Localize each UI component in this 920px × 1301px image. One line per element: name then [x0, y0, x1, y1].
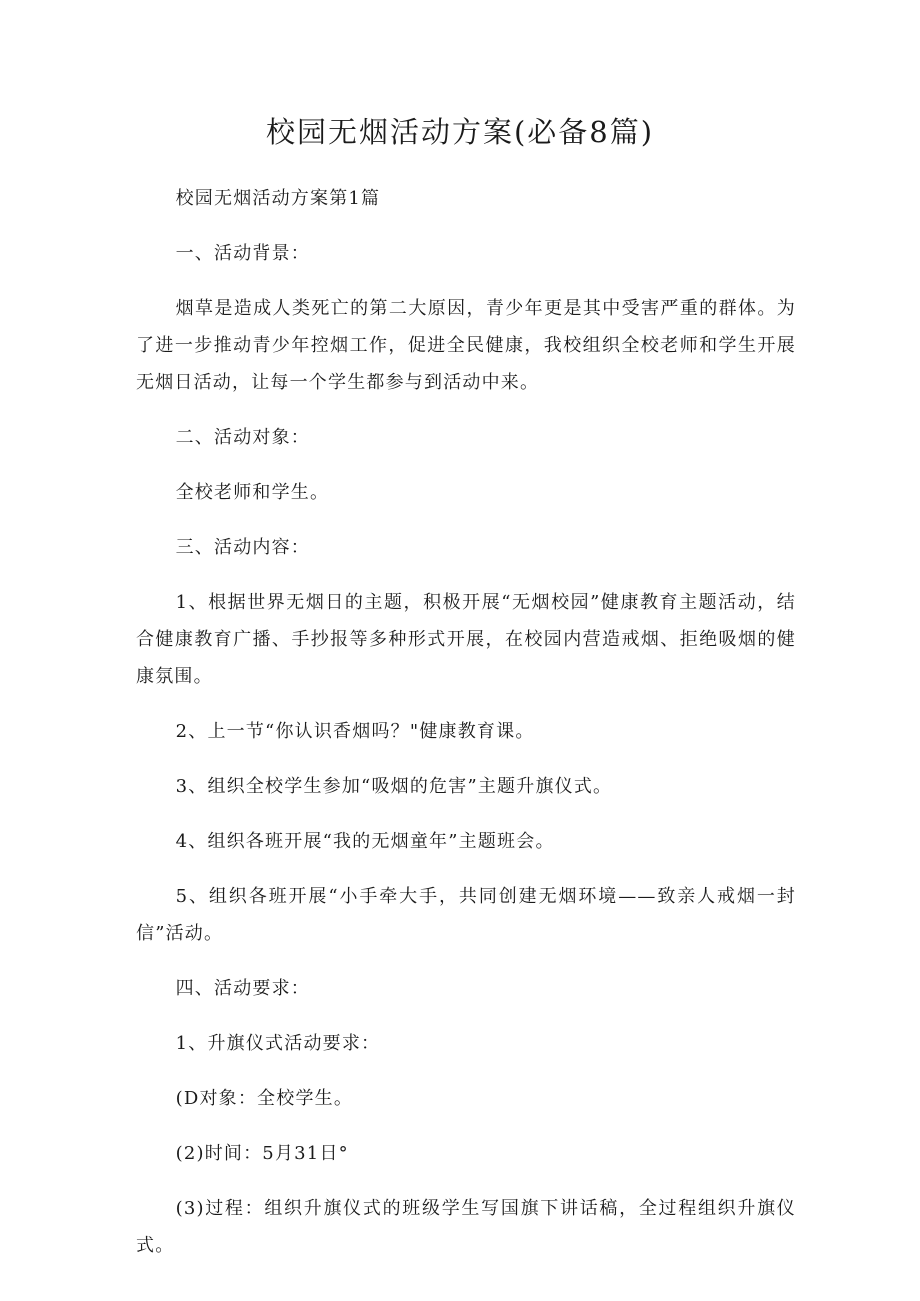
- paragraph-content-item-4: 4、组织各班开展“我的无烟童年”主题班会。: [175, 831, 555, 852]
- paragraph-requirements-heading: 四、活动要求：: [175, 978, 310, 999]
- paragraph-content-item-3: 3、组织全校学生参加“吸烟的危害”主题升旗仪式。: [175, 776, 613, 797]
- document-body: [136, 180, 796, 1282]
- paragraph-target-text: 全校老师和学生。: [175, 482, 330, 503]
- paragraph-content-item-1: 1、根据世界无烟日的主题，积极开展“无烟校园”健康教育主题活动，结合健康教育广播、手抄报等多种形式开展，在校园内营造戒烟、拒绝吸烟的健康氛围。: [136, 592, 796, 687]
- paragraph-requirement-1-process: (3)过程：组织升旗仪式的班级学生写国旗下讲话稿，全过程组织升旗仪式。: [136, 1198, 796, 1256]
- paragraph-target-heading: 二、活动对象：: [175, 427, 310, 448]
- paragraph-content-heading: 三、活动内容：: [175, 537, 310, 558]
- paragraph-content-item-2: 2、上一节“你认识香烟吗？"健康教育课。: [175, 721, 535, 742]
- paragraph-requirement-1-target: (D对象：全校学生。: [175, 1088, 354, 1109]
- paragraph-background-text: 烟草是造成人类死亡的第二大原因，青少年更是其中受害严重的群体。为了进一步推动青少年控烟工作，促进全民健康，我校组织全校老师和学生开展无烟日活动，让每一个学生都参与到活动中来。: [136, 298, 796, 393]
- paragraph-content-item-5: 5、组织各班开展“小手牵大手，共同创建无烟环境——致亲人戒烟一封信”活动。: [136, 886, 796, 944]
- paragraph-requirement-1: 1、升旗仪式活动要求：: [175, 1033, 381, 1054]
- paragraph-section-heading: 校园无烟活动方案第1篇: [175, 188, 381, 209]
- paragraph-requirement-1-time: (2)时间：5月31日°: [175, 1143, 349, 1164]
- paragraph-background-heading: 一、活动背景：: [175, 243, 310, 264]
- document-title: 校园无烟活动方案(必备8篇): [265, 115, 655, 149]
